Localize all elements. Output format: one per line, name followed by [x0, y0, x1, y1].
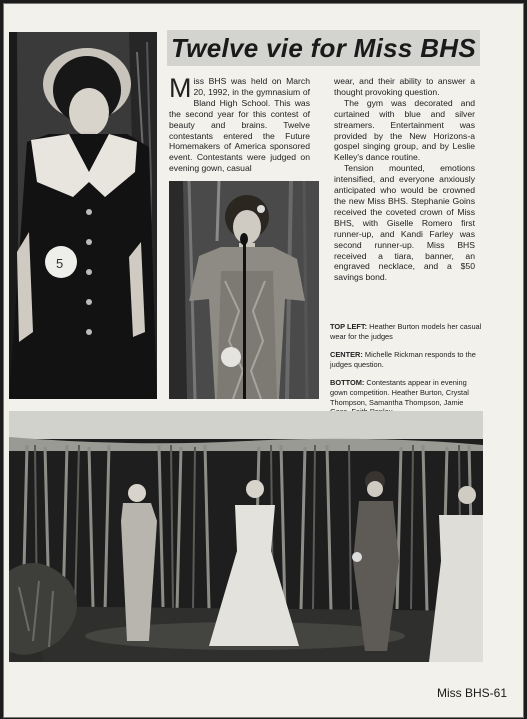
caption-label: BOTTOM: — [330, 378, 365, 387]
contestant-number: 5 — [56, 256, 64, 271]
story-text: iss BHS was held on March 20, 1992, in the gymnasium of Bland High School. This was the second year for this contest of beauty and brains. Twelve contestants entered the Future Homemakers of America sponsored event. Contestants were judged on evening gown, casual — [169, 76, 310, 174]
caption-top-left — [330, 322, 483, 342]
drop-cap: M — [169, 73, 192, 103]
photo-center — [169, 181, 319, 399]
photo-top-left — [9, 32, 157, 399]
caption-text: Contestants appear in evening gown competition. Heather Burton, Crystal Thompson, Samantha Thompson, Jamie — [330, 378, 469, 407]
caption-label: TOP LEFT: — [330, 322, 368, 331]
story-paragraph — [169, 73, 310, 174]
story-paragraph: The gym was decorated and curtained with blue and silver streamers. Entertainment was provided by the New Horizons-a gospel singing group, and by Leslie Kelley's dance routine. — [334, 97, 475, 163]
story-column-right — [334, 76, 475, 283]
photo-bottom — [9, 411, 483, 662]
caption-center — [330, 350, 483, 370]
story-paragraph: Tension mounted, emotions intensified, and everyone anxiously anticipated who would be crowned the new Miss BHS. Stephanie Goins received the coveted crown of Miss BHS, with Giselle Romero first runner-up, and Kandi Farley was second runner-up. Miss BHS received a tiara, banner, an engraved necklace, and a $50 savings bond. — [334, 163, 475, 283]
caption-text: Heather Burton models her casual wear for the judges — [330, 322, 482, 341]
caption-label: CENTER: — [330, 350, 363, 359]
page-number: Miss BHS-61 — [436, 686, 507, 700]
caption-text: Michelle Rickman responds to the judges question. — [330, 350, 476, 369]
headline: Twelve vie for Miss BHS — [170, 33, 477, 63]
story-paragraph: wear, and their ability to answer a thought provoking question. — [334, 76, 475, 97]
headline-bar — [167, 30, 480, 66]
story-column-left — [169, 73, 310, 174]
